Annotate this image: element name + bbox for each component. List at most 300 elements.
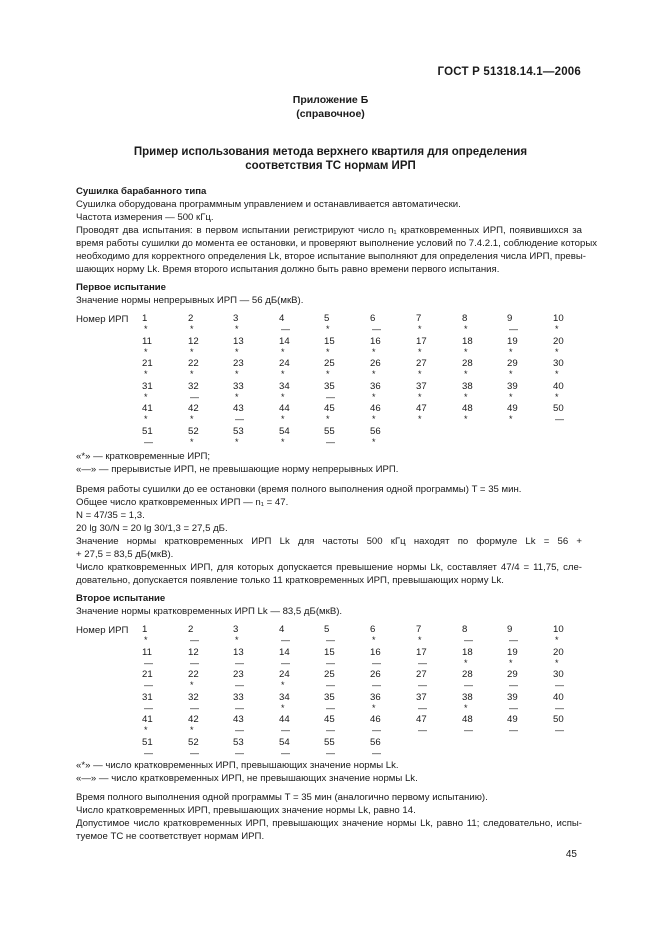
table-cell <box>370 715 400 735</box>
irp-mark: — <box>372 725 381 735</box>
test2-calc-3-line-2: туемое ТС не соответствует нормам ИРП. <box>76 831 265 842</box>
irp-number: 39 <box>507 380 518 392</box>
irp-mark: — <box>555 725 564 735</box>
irp-mark: * <box>464 391 468 402</box>
irp-mark: — <box>555 680 564 690</box>
irp-number: 5 <box>324 624 330 635</box>
table-cell <box>279 427 309 447</box>
table-cell <box>142 337 172 357</box>
irp-mark: — <box>418 702 427 713</box>
irp-mark: — <box>326 702 335 713</box>
irp-mark: — <box>281 747 290 758</box>
irp-number: 42 <box>188 403 199 414</box>
irp-mark: * <box>372 391 376 402</box>
irp-mark: — <box>418 657 427 668</box>
irp-mark: * <box>372 369 376 379</box>
irp-number: 9 <box>507 313 513 324</box>
table-cell <box>370 648 400 668</box>
irp-number: 40 <box>553 380 564 392</box>
irp-number: 8 <box>462 624 468 635</box>
appendix-title: Приложение Б <box>292 94 369 106</box>
table-cell <box>188 404 218 424</box>
table-cell <box>416 314 446 334</box>
irp-mark: — <box>144 436 153 447</box>
irp-number: 32 <box>188 380 199 392</box>
test1-row-label: Номер ИРП <box>76 314 129 325</box>
irp-number: 12 <box>188 646 199 658</box>
table-cell <box>142 382 172 402</box>
irp-number: 10 <box>553 624 564 635</box>
irp-mark: — <box>464 725 473 735</box>
irp-number: 49 <box>507 714 518 725</box>
irp-number: 27 <box>416 669 427 680</box>
test1-calc-1: Время работы сушилки до ее остановки (время полного выполнения одной программы) T = 35 мин. <box>76 484 522 495</box>
irp-mark: — <box>509 725 518 735</box>
irp-mark: — <box>281 635 290 645</box>
irp-number: 25 <box>324 669 335 680</box>
table-cell <box>416 648 446 668</box>
table-cell <box>188 715 218 735</box>
irp-mark: — <box>326 391 335 402</box>
irp-mark: * <box>144 346 148 357</box>
irp-number: 41 <box>142 714 153 725</box>
irp-mark: — <box>418 680 427 690</box>
irp-mark: * <box>555 391 559 402</box>
irp-mark: — <box>372 657 381 668</box>
irp-mark: — <box>326 657 335 668</box>
table-cell <box>462 670 492 690</box>
irp-number: 28 <box>462 358 473 369</box>
irp-mark: * <box>418 635 422 645</box>
intro-line-2: Частота измерения — 500 кГц. <box>76 212 214 223</box>
irp-mark: * <box>281 436 285 447</box>
irp-mark: * <box>281 680 285 690</box>
irp-number: 53 <box>233 736 244 748</box>
table-cell <box>553 337 583 357</box>
table-cell <box>233 337 263 357</box>
irp-number: 35 <box>324 691 335 703</box>
irp-number: 5 <box>324 313 330 324</box>
irp-number: 24 <box>279 358 290 369</box>
table-cell <box>233 404 263 424</box>
table-cell <box>507 404 537 424</box>
irp-number: 53 <box>233 425 244 437</box>
table-cell <box>279 648 309 668</box>
irp-mark: * <box>190 324 194 334</box>
irp-mark: * <box>235 369 239 379</box>
table-cell <box>553 625 583 645</box>
table-cell <box>553 693 583 713</box>
table-cell <box>324 693 354 713</box>
table-cell <box>324 404 354 424</box>
irp-number: 44 <box>279 714 290 725</box>
irp-mark: — <box>144 702 153 713</box>
irp-number: 23 <box>233 669 244 680</box>
test1-calc-4: 20 lg 30/N = 20 lg 30/1,3 = 27,5 дБ. <box>76 523 228 534</box>
irp-mark: * <box>372 635 376 645</box>
irp-mark: * <box>509 657 513 668</box>
irp-number: 55 <box>324 425 335 437</box>
table-cell <box>188 359 218 379</box>
irp-mark: * <box>190 436 194 447</box>
table-cell <box>507 314 537 334</box>
table-cell <box>233 693 263 713</box>
irp-number: 27 <box>416 358 427 369</box>
table-cell <box>507 337 537 357</box>
irp-number: 50 <box>553 403 564 414</box>
irp-number: 22 <box>188 669 199 680</box>
table-cell <box>324 382 354 402</box>
irp-number: 55 <box>324 736 335 748</box>
table-cell <box>233 314 263 334</box>
table-cell <box>188 670 218 690</box>
irp-number: 23 <box>233 358 244 369</box>
irp-number: 36 <box>370 380 381 392</box>
irp-mark: — <box>326 747 335 758</box>
irp-number: 15 <box>324 646 335 658</box>
irp-number: 52 <box>188 425 199 437</box>
test1-legend-1: «*» — кратковременные ИРП; <box>76 451 211 462</box>
irp-number: 31 <box>142 691 153 703</box>
table-cell <box>233 382 263 402</box>
table-cell <box>142 693 172 713</box>
irp-number: 3 <box>233 313 239 324</box>
irp-mark: * <box>326 414 330 424</box>
test2-calc-3-line-1: Допустимое число кратковременных ИРП, превышающих значение нормы Lk, равно 11; следовательно, испы- <box>76 818 582 829</box>
standard-number: ГОСТ Р 51318.14.1—2006 <box>437 66 581 78</box>
table-cell <box>324 427 354 447</box>
irp-number: 13 <box>233 335 244 347</box>
irp-mark: — <box>235 747 244 758</box>
irp-mark: * <box>509 346 513 357</box>
table-cell <box>462 715 492 735</box>
irp-mark: — <box>190 702 199 713</box>
table-cell <box>416 625 446 645</box>
irp-number: 14 <box>279 646 290 658</box>
irp-number: 17 <box>416 646 427 658</box>
table-cell <box>233 359 263 379</box>
table-cell <box>142 648 172 668</box>
irp-number: 30 <box>553 669 564 680</box>
irp-mark: * <box>326 369 330 379</box>
irp-number: 29 <box>507 669 518 680</box>
table-cell <box>279 670 309 690</box>
irp-mark: * <box>555 324 559 334</box>
irp-mark: * <box>555 346 559 357</box>
irp-number: 46 <box>370 714 381 725</box>
table-cell <box>553 670 583 690</box>
irp-number: 47 <box>416 714 427 725</box>
table-cell <box>324 337 354 357</box>
table-cell <box>233 670 263 690</box>
table-cell <box>416 670 446 690</box>
irp-mark: — <box>235 725 244 735</box>
table-cell <box>416 359 446 379</box>
page-number: 45 <box>565 849 577 860</box>
table-cell <box>279 625 309 645</box>
test1-calc-5-line-2: + 27,5 = 83,5 дБ(мкВ). <box>76 549 174 560</box>
irp-number: 41 <box>142 403 153 414</box>
irp-mark: — <box>418 725 427 735</box>
irp-number: 34 <box>279 691 290 703</box>
irp-number: 43 <box>233 403 244 414</box>
irp-mark: * <box>235 391 239 402</box>
irp-number: 11 <box>142 646 152 658</box>
table-cell <box>370 670 400 690</box>
test1-legend-2: «—» — прерывистые ИРП, не превышающие норму непрерывных ИРП. <box>76 464 399 475</box>
table-cell <box>324 314 354 334</box>
irp-number: 1 <box>142 313 148 324</box>
table-cell <box>462 693 492 713</box>
irp-mark: * <box>144 369 148 379</box>
irp-mark: * <box>144 324 148 334</box>
table-cell <box>553 382 583 402</box>
table-cell <box>279 715 309 735</box>
table-cell <box>553 648 583 668</box>
table-cell <box>462 404 492 424</box>
table-cell <box>324 715 354 735</box>
irp-mark: — <box>509 635 518 645</box>
table-cell <box>370 337 400 357</box>
irp-mark: — <box>326 436 335 447</box>
test2-legend-2: «—» — число кратковременных ИРП, не превышающих значение нормы Lk. <box>76 773 418 784</box>
irp-number: 51 <box>142 736 153 748</box>
table-cell <box>324 738 354 758</box>
table-cell <box>188 738 218 758</box>
irp-mark: * <box>326 346 330 357</box>
subheading-dryer: Сушилка барабанного типа <box>76 186 207 197</box>
table-cell <box>370 359 400 379</box>
irp-number: 54 <box>279 425 290 437</box>
irp-mark: — <box>235 680 244 690</box>
irp-mark: — <box>235 702 244 713</box>
test1-calc-6-line-1: Число кратковременных ИРП, для которых допускается превышение нормы Lk, составляет 47/4 = 11,75, сле- <box>76 562 582 573</box>
irp-number: 19 <box>507 646 518 658</box>
irp-number: 24 <box>279 669 290 680</box>
table-cell <box>142 670 172 690</box>
table-cell <box>279 693 309 713</box>
irp-mark: — <box>509 702 518 713</box>
irp-mark: * <box>464 346 468 357</box>
table-cell <box>416 382 446 402</box>
irp-mark: — <box>144 747 153 758</box>
table-cell <box>507 670 537 690</box>
table-cell <box>507 625 537 645</box>
irp-number: 42 <box>188 714 199 725</box>
irp-mark: — <box>372 680 381 690</box>
irp-number: 25 <box>324 358 335 369</box>
table-cell <box>324 670 354 690</box>
table-cell <box>188 382 218 402</box>
irp-number: 43 <box>233 714 244 725</box>
irp-number: 54 <box>279 736 290 748</box>
irp-mark: * <box>464 414 468 424</box>
irp-mark: — <box>144 657 153 668</box>
table-cell <box>279 337 309 357</box>
test2-norm: Значение нормы кратковременных ИРП Lk — 83,5 дБ(мкВ). <box>76 606 343 617</box>
table-cell <box>279 314 309 334</box>
irp-mark: * <box>464 657 468 668</box>
test1-norm: Значение нормы непрерывных ИРП — 56 дБ(мкВ). <box>76 295 304 306</box>
irp-mark: * <box>190 725 194 735</box>
irp-mark: * <box>509 414 513 424</box>
irp-mark: * <box>281 414 285 424</box>
table-cell <box>233 738 263 758</box>
table-cell <box>370 427 400 447</box>
table-cell <box>142 715 172 735</box>
irp-mark: * <box>281 391 285 402</box>
test1-calc-6-line-2: довательно, допускается появление только 11 кратковременных ИРП, превышающих норму Lk. <box>76 575 504 586</box>
irp-mark: * <box>144 414 148 424</box>
intro-paragraph-line-4: шающих норму Lk. Время второго испытания должно быть равно времени первого испытания. <box>76 264 500 275</box>
irp-number: 20 <box>553 335 564 347</box>
irp-mark: * <box>190 346 194 357</box>
table-cell <box>188 337 218 357</box>
table-cell <box>416 337 446 357</box>
table-cell <box>142 427 172 447</box>
section-title-line-1: Пример использования метода верхнего квартиля для определения <box>133 146 528 158</box>
irp-number: 34 <box>279 380 290 392</box>
table-cell <box>233 715 263 735</box>
table-cell <box>233 648 263 668</box>
intro-line-1: Сушилка оборудована программным управлением и останавливается автоматически. <box>76 199 461 210</box>
irp-number: 50 <box>553 714 564 725</box>
table-cell <box>370 314 400 334</box>
irp-mark: * <box>418 324 422 334</box>
table-cell <box>279 382 309 402</box>
irp-number: 6 <box>370 624 376 635</box>
irp-mark: * <box>235 635 239 645</box>
table-cell <box>370 382 400 402</box>
table-cell <box>507 693 537 713</box>
irp-number: 44 <box>279 403 290 414</box>
table-cell <box>279 359 309 379</box>
table-cell <box>370 625 400 645</box>
irp-mark: * <box>464 702 468 713</box>
irp-mark: * <box>509 369 513 379</box>
table-cell <box>188 625 218 645</box>
irp-mark: — <box>372 747 381 758</box>
irp-mark: — <box>281 324 290 334</box>
irp-number: 2 <box>188 624 194 635</box>
irp-number: 29 <box>507 358 518 369</box>
table-cell <box>142 625 172 645</box>
irp-number: 37 <box>416 380 427 392</box>
section-title-line-2: соответствия ТС нормам ИРП <box>245 160 416 172</box>
irp-mark: — <box>326 680 335 690</box>
table-cell <box>416 693 446 713</box>
table-cell <box>507 382 537 402</box>
irp-number: 18 <box>462 646 473 658</box>
irp-number: 32 <box>188 691 199 703</box>
irp-mark: — <box>555 702 564 713</box>
table-cell <box>370 738 400 758</box>
irp-number: 51 <box>142 425 153 437</box>
appendix-subtitle: (справочное) <box>296 108 365 120</box>
irp-mark: * <box>418 414 422 424</box>
table-cell <box>462 359 492 379</box>
irp-number: 36 <box>370 691 381 703</box>
irp-mark: * <box>235 436 239 447</box>
irp-number: 38 <box>462 380 473 392</box>
irp-mark: * <box>190 414 194 424</box>
intro-paragraph-line-3: необходимо для корректного определения Lk, второе испытание выполняют для определения числа ИРП, превы- <box>76 251 586 262</box>
irp-mark: — <box>509 324 518 334</box>
irp-mark: * <box>281 369 285 379</box>
test2-calc-1: Время полного выполнения одной программы T = 35 мин (аналогично первому испытанию). <box>76 792 488 803</box>
irp-number: 49 <box>507 403 518 414</box>
table-cell <box>507 648 537 668</box>
irp-mark: * <box>418 346 422 357</box>
intro-paragraph-line-1: Проводят два испытания: в первом испытании регистрируют число n₁ кратковременных ИРП, появившихся за <box>76 225 582 236</box>
table-cell <box>324 359 354 379</box>
irp-mark: * <box>555 657 559 668</box>
irp-mark: — <box>235 414 244 424</box>
irp-number: 40 <box>553 691 564 703</box>
table-cell <box>370 693 400 713</box>
table-cell <box>324 625 354 645</box>
irp-number: 7 <box>416 313 422 324</box>
irp-number: 45 <box>324 714 335 725</box>
irp-mark: — <box>509 680 518 690</box>
irp-number: 21 <box>142 669 153 680</box>
table-cell <box>370 404 400 424</box>
irp-number: 18 <box>462 335 473 347</box>
table-cell <box>416 715 446 735</box>
table-cell <box>462 314 492 334</box>
irp-number: 33 <box>233 380 244 392</box>
table-cell <box>142 359 172 379</box>
table-cell <box>462 382 492 402</box>
test1-calc-5-line-1: Значение нормы кратковременных ИРП Lk для частоты 500 кГц находят по формуле Lk = 56 + <box>76 536 582 547</box>
test2-heading: Второе испытание <box>76 593 166 604</box>
irp-mark: — <box>281 657 290 668</box>
table-cell <box>188 648 218 668</box>
irp-number: 28 <box>462 669 473 680</box>
irp-number: 30 <box>553 358 564 369</box>
irp-number: 37 <box>416 691 427 703</box>
test2-row-label: Номер ИРП <box>76 625 129 636</box>
irp-mark: * <box>418 369 422 379</box>
table-cell <box>462 648 492 668</box>
irp-number: 52 <box>188 736 199 748</box>
irp-number: 48 <box>462 403 473 414</box>
irp-mark: — <box>326 635 335 645</box>
irp-number: 10 <box>553 313 564 324</box>
irp-number: 7 <box>416 624 422 635</box>
irp-number: 15 <box>324 335 335 347</box>
irp-number: 20 <box>553 646 564 658</box>
table-cell <box>142 404 172 424</box>
irp-number: 38 <box>462 691 473 703</box>
irp-number: 22 <box>188 358 199 369</box>
irp-mark: * <box>326 324 330 334</box>
irp-mark: * <box>555 369 559 379</box>
test1-heading: Первое испытание <box>76 282 167 293</box>
irp-mark: — <box>326 725 335 735</box>
table-cell <box>416 404 446 424</box>
irp-mark: * <box>418 391 422 402</box>
irp-number: 13 <box>233 646 244 658</box>
irp-number: 19 <box>507 335 518 347</box>
irp-mark: — <box>144 680 153 690</box>
irp-number: 14 <box>279 335 290 347</box>
irp-mark: — <box>464 635 473 645</box>
table-cell <box>507 715 537 735</box>
intro-paragraph-line-2: время работы сушилки до момента ее остановки, и проверяют выполнение условий по 7.4.2.1, соблюдение которых <box>76 238 598 249</box>
table-cell <box>279 404 309 424</box>
table-cell <box>553 404 583 424</box>
